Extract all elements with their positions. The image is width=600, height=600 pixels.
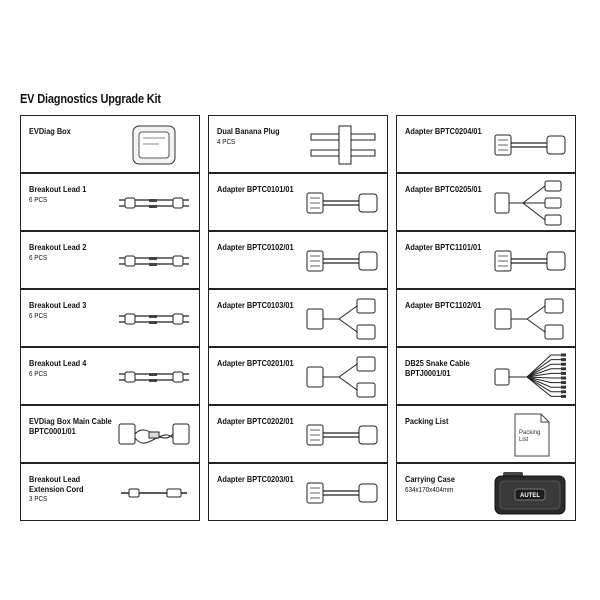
item-name: Adapter BPTC0203/01 xyxy=(217,475,294,484)
kit-item-cell xyxy=(20,463,200,521)
y-adapter-icon xyxy=(491,294,569,344)
box-icon xyxy=(115,120,193,170)
item-quantity: 6 PCS xyxy=(29,254,48,262)
banana-plug-icon xyxy=(303,120,381,170)
svg-text:List: List xyxy=(519,437,529,443)
item-quantity: 6 PCS xyxy=(29,370,48,378)
adapter-icon xyxy=(303,178,381,228)
kit-item-cell xyxy=(20,289,200,347)
adapter-icon xyxy=(491,236,569,286)
kit-item-cell xyxy=(20,405,200,463)
item-name: Adapter BPTC0204/01 xyxy=(405,127,482,136)
item-name: Packing List xyxy=(405,417,449,426)
multi-adapter-icon xyxy=(491,178,569,228)
lead-icon xyxy=(115,294,193,344)
item-name: Breakout Lead Extension Cord 3 PCS xyxy=(29,475,115,504)
kit-item-cell xyxy=(396,173,576,231)
page-title: EV Diagnostics Upgrade Kit xyxy=(20,92,161,106)
kit-item-cell xyxy=(208,289,388,347)
y-adapter-icon xyxy=(303,294,381,344)
main-cable-icon xyxy=(115,410,193,460)
item-name: Adapter BPTC1102/01 xyxy=(405,301,482,310)
item-name: Breakout Lead 4 6 PCS xyxy=(29,359,115,379)
kit-item-cell xyxy=(208,347,388,405)
snake-cable-icon xyxy=(491,352,569,402)
kit-item-cell xyxy=(20,173,200,231)
kit-item-cell xyxy=(396,463,576,521)
item-name: Adapter BPTC0102/01 xyxy=(217,243,294,252)
item-name: Adapter BPTC0202/01 xyxy=(217,417,294,426)
y-adapter-icon xyxy=(303,352,381,402)
item-quantity: 3 PCS xyxy=(29,496,48,504)
item-name: EVDiag Box Main Cable BPTC0001/01 xyxy=(29,417,112,436)
adapter-icon xyxy=(303,236,381,286)
item-name: Adapter BPTC0201/01 xyxy=(217,359,294,368)
item-name: Adapter BPTC1101/01 xyxy=(405,243,482,252)
kit-item-cell xyxy=(208,463,388,521)
svg-text:Packing: Packing xyxy=(519,430,541,436)
kit-item-cell xyxy=(396,289,576,347)
lead-icon xyxy=(115,352,193,402)
item-quantity: 6 PCS xyxy=(29,196,48,204)
lead-icon xyxy=(115,236,193,286)
item-quantity: 4 PCS xyxy=(217,138,236,146)
item-name: Breakout Lead 2 6 PCS xyxy=(29,243,115,263)
kit-item-cell xyxy=(396,115,576,173)
kit-item-cell xyxy=(396,347,576,405)
item-name: DB25 Snake Cable BPTJ0001/01 xyxy=(405,359,470,378)
item-name: Breakout Lead 3 6 PCS xyxy=(29,301,115,321)
kit-item-cell xyxy=(20,231,200,289)
item-quantity: 634x170x404mm xyxy=(405,486,454,494)
item-name: Dual Banana Plug 4 PCS xyxy=(217,127,303,147)
adapter-icon xyxy=(491,120,569,170)
item-quantity: 6 PCS xyxy=(29,312,48,320)
lead-icon xyxy=(115,178,193,228)
item-name: Breakout Lead 1 6 PCS xyxy=(29,185,115,205)
item-name: EVDiag Box xyxy=(29,127,71,136)
kit-item-cell xyxy=(396,405,576,463)
item-name: Carrying Case 634x170x404mm xyxy=(405,475,491,495)
kit-item-cell xyxy=(208,231,388,289)
kit-item-cell xyxy=(208,405,388,463)
kit-item-cell xyxy=(20,347,200,405)
kit-item-cell xyxy=(396,231,576,289)
case-icon xyxy=(491,468,569,518)
extension-cord-icon xyxy=(115,468,193,518)
kit-item-cell xyxy=(208,173,388,231)
adapter-icon xyxy=(303,468,381,518)
kit-item-cell xyxy=(208,115,388,173)
item-name: Adapter BPTC0101/01 xyxy=(217,185,294,194)
kit-item-cell xyxy=(20,115,200,173)
item-name: Adapter BPTC0103/01 xyxy=(217,301,294,310)
adapter-icon xyxy=(303,410,381,460)
packing-list-icon xyxy=(491,410,569,460)
svg-text:AUTEL: AUTEL xyxy=(520,493,540,499)
item-name: Adapter BPTC0205/01 xyxy=(405,185,482,194)
